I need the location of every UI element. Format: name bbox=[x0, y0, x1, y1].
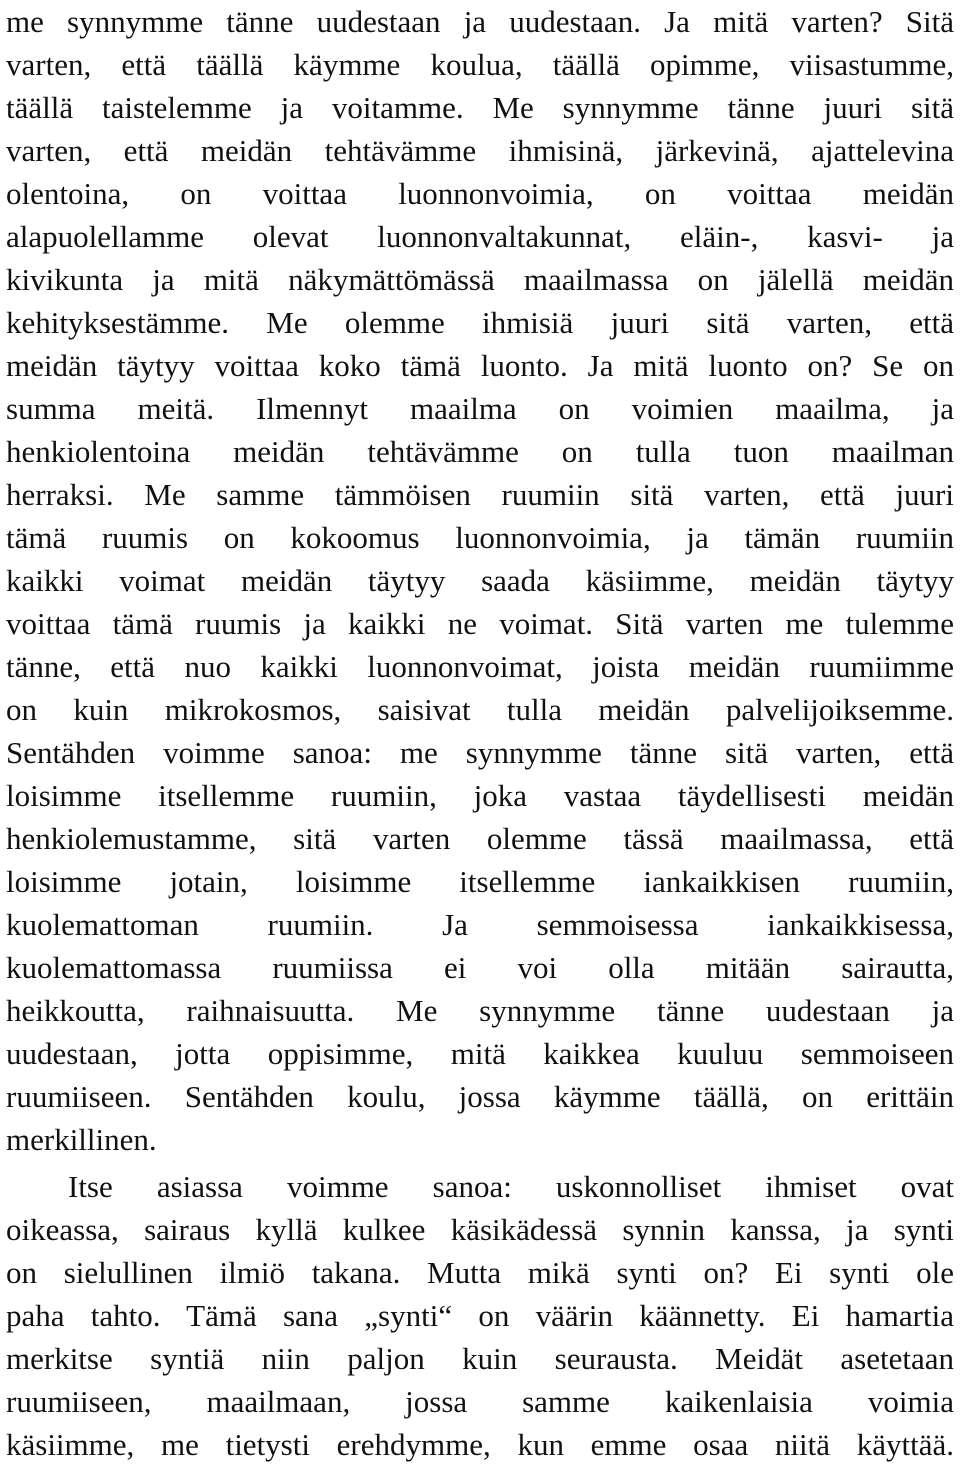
paragraph-start-line: Itse asiassa voimme sanoa: uskonnolliset ihmiset ovat bbox=[68, 1169, 954, 1204]
text-line: varten, että täällä käymme koulua, täällä opimme, viisastumme, bbox=[6, 47, 954, 82]
text-line: meidän täytyy voittaa koko tämä luonto. Ja mitä luonto on? Se on bbox=[6, 348, 954, 383]
text-line: summa meitä. Ilmennyt maailma on voimien maailma, ja bbox=[6, 391, 954, 426]
text-line: heikkoutta, raihnaisuutta. Me synnymme tänne uudestaan ja bbox=[6, 993, 954, 1028]
text-line: paha tahto. Tämä sana „synti“ on väärin käännetty. Ei hamartia bbox=[6, 1298, 954, 1333]
text-line: herraksi. Me samme tämmöisen ruumiin sitä varten, että juuri bbox=[6, 477, 954, 512]
text-line: on sielullinen ilmiö takana. Mutta mikä synti on? Ei synti ole bbox=[6, 1255, 954, 1290]
text-line: kuolemattoman ruumiin. Ja semmoisessa iankaikkisessa, bbox=[6, 907, 954, 942]
text-line: henkiolentoina meidän tehtävämme on tulla tuon maailman bbox=[6, 434, 954, 469]
text-line: tämä ruumis on kokoomus luonnonvoimia, ja tämän ruumiin bbox=[6, 520, 954, 555]
text-line: loisimme itsellemme ruumiin, joka vastaa täydellisesti meidän bbox=[6, 778, 954, 813]
text-line: me synnymme tänne uudestaan ja uudestaan. Ja mitä varten? Sitä bbox=[6, 4, 954, 39]
text-line: täällä taistelemme ja voitamme. Me synnymme tänne juuri sitä bbox=[6, 90, 954, 125]
text-line: uudestaan, jotta oppisimme, mitä kaikkea kuuluu semmoiseen bbox=[6, 1036, 954, 1071]
text-line: Sentähden voimme sanoa: me synnymme tänne sitä varten, että bbox=[6, 735, 954, 770]
text-line: kivikunta ja mitä näkymättömässä maailmassa on jälellä meidän bbox=[6, 262, 954, 297]
text-line: kaikki voimat meidän täytyy saada käsiimme, meidän täytyy bbox=[6, 563, 954, 598]
text-line: oikeassa, sairaus kyllä kulkee käsikädessä synnin kanssa, ja synti bbox=[6, 1212, 954, 1247]
text-line: on kuin mikrokosmos, saisivat tulla meidän palvelijoiksemme. bbox=[6, 692, 954, 727]
paragraph-end-line: merkillinen. bbox=[6, 1122, 157, 1157]
text-line: merkitse syntiä niin paljon kuin seurausta. Meidät asetetaan bbox=[6, 1341, 954, 1376]
text-line: kehityksestämme. Me olemme ihmisiä juuri sitä varten, että bbox=[6, 305, 954, 340]
text-line: olentoina, on voittaa luonnonvoimia, on voittaa meidän bbox=[6, 176, 954, 211]
text-line: käsiimme, me tietysti erehdymme, kun emme osaa niitä käyttää. bbox=[6, 1427, 954, 1462]
text-line: voittaa tämä ruumis ja kaikki ne voimat. Sitä varten me tulemme bbox=[6, 606, 954, 641]
text-line: ruumiiseen. Sentähden koulu, jossa käymme täällä, on erittäin bbox=[6, 1079, 954, 1114]
text-line: ruumiiseen, maailmaan, jossa samme kaikenlaisia voimia bbox=[6, 1384, 954, 1419]
text-line: tänne, että nuo kaikki luonnonvoimat, joista meidän ruumiimme bbox=[6, 649, 954, 684]
text-line: alapuolellamme olevat luonnonvaltakunnat, eläin-, kasvi- ja bbox=[6, 219, 954, 254]
text-line: henkiolemustamme, sitä varten olemme tässä maailmassa, että bbox=[6, 821, 954, 856]
text-line: loisimme jotain, loisimme itsellemme iankaikkisen ruumiin, bbox=[6, 864, 954, 899]
text-line: varten, että meidän tehtävämme ihmisinä, järkevinä, ajattelevina bbox=[6, 133, 954, 168]
text-line: kuolemattomassa ruumiissa ei voi olla mitään sairautta, bbox=[6, 950, 954, 985]
